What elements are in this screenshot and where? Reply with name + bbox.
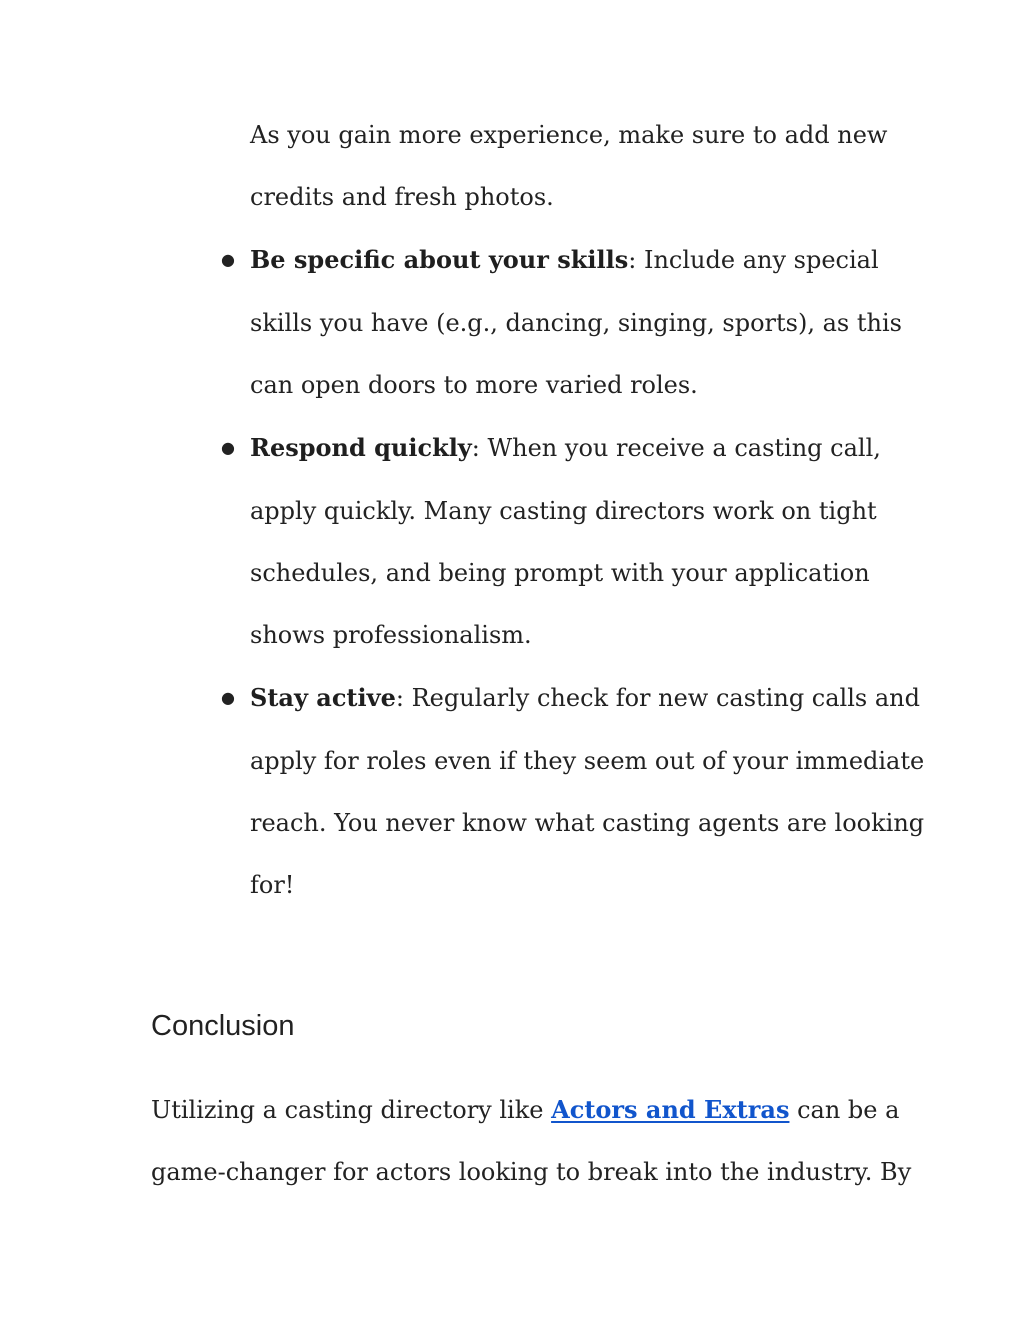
conclusion-paragraph-line-2: game-changer for actors looking to break into the industry. By	[151, 1158, 912, 1186]
bullet-text-line: can open doors to more varied roles.	[250, 371, 698, 399]
actors-and-extras-link[interactable]: Actors and Extras	[551, 1095, 790, 1124]
bullet-text-line: reach. You never know what casting agents are looking	[250, 809, 925, 837]
bullet-text: : Regularly check for new casting calls and	[395, 684, 920, 712]
conclusion-heading: Conclusion	[151, 1010, 295, 1042]
intro-line-1: As you gain more experience, make sure to add new	[250, 121, 888, 149]
bullet-marker: ●	[221, 688, 235, 707]
paragraph-text: can be a	[789, 1096, 900, 1124]
bullet-bold-label: Stay active	[250, 683, 396, 712]
bullet-item-respond	[250, 433, 881, 463]
bullet-text-line: for!	[250, 871, 295, 899]
bullet-text-line: schedules, and being prompt with your application	[250, 559, 870, 587]
bullet-marker: ●	[221, 250, 235, 269]
conclusion-paragraph-line-1	[151, 1095, 899, 1125]
bullet-item-active	[250, 683, 920, 713]
bullet-text: : When you receive a casting call,	[471, 434, 881, 462]
paragraph-text: Utilizing a casting directory like	[151, 1096, 552, 1124]
bullet-marker: ●	[221, 438, 235, 457]
bullet-bold-label: Respond quickly	[250, 433, 472, 462]
bullet-text-line: apply for roles even if they seem out of your immediate	[250, 747, 925, 775]
bullet-text-line: skills you have (e.g., dancing, singing, sports), as this	[250, 309, 902, 337]
bullet-item-skills	[250, 245, 879, 275]
bullet-text-line: shows professionalism.	[250, 621, 532, 649]
bullet-text-line: apply quickly. Many casting directors work on tight	[250, 497, 877, 525]
bullet-bold-label: Be specific about your skills	[250, 245, 629, 274]
bullet-text: : Include any special	[628, 246, 879, 274]
intro-line-2: credits and fresh photos.	[250, 183, 554, 211]
